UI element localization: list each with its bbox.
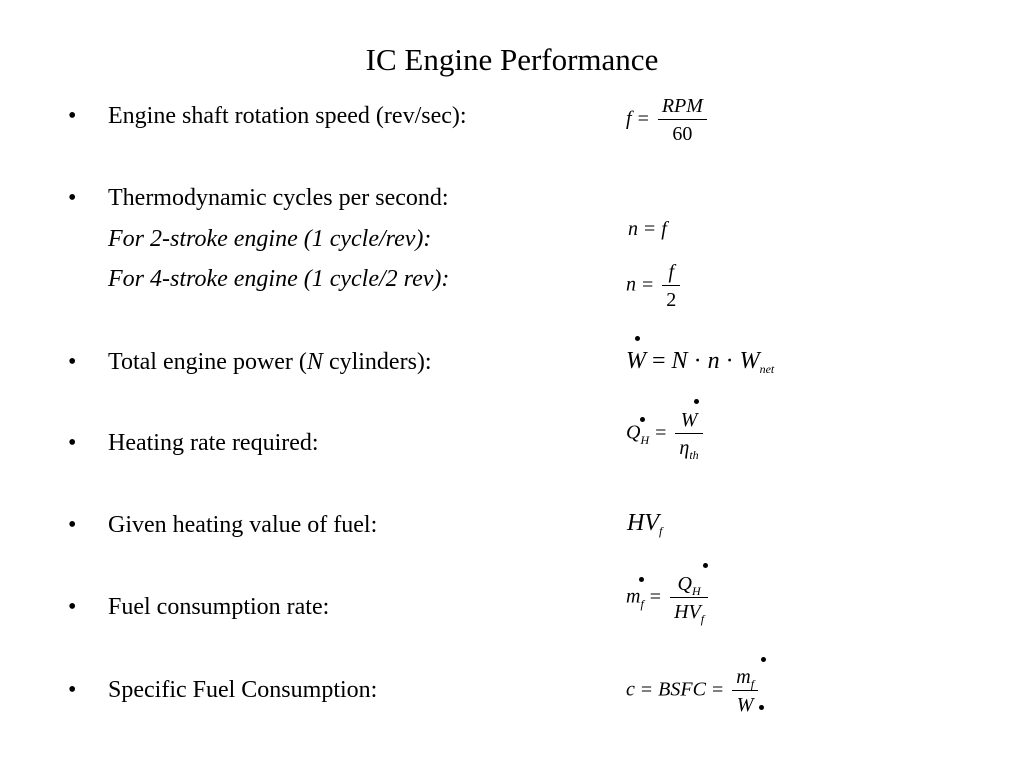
eq-subscript: H	[691, 584, 701, 598]
eq-cycles: n	[707, 348, 720, 374]
eq-denominator: 60	[658, 119, 707, 144]
bullet-icon: •	[68, 185, 77, 211]
eq-denominator: W	[732, 690, 758, 715]
slide-title: IC Engine Performance	[365, 42, 659, 77]
bullet-item-heating-value	[68, 512, 377, 539]
equation-total-power	[626, 348, 775, 376]
dot-icon	[635, 336, 640, 341]
bullet-icon: •	[68, 349, 77, 375]
item-label: Given heating value of fuel:	[108, 512, 378, 538]
equation-frequency	[626, 96, 710, 144]
eq-numerator	[670, 574, 708, 597]
item-label: Heating rate required:	[108, 430, 319, 456]
fraction	[675, 409, 702, 462]
item-label: Engine shaft rotation speed (rev/sec):	[108, 103, 467, 129]
eq-lhs: n	[626, 273, 636, 296]
bullet-icon: •	[68, 677, 77, 703]
subitem-four-stroke: For 4-stroke engine (1 cycle/2 rev):	[108, 266, 450, 292]
eq-work: W	[739, 348, 760, 374]
eq-subscript: net	[759, 362, 775, 376]
eq-subscript: H	[640, 432, 650, 447]
dot-icon	[703, 563, 708, 568]
fraction	[732, 667, 758, 715]
eta-symbol: η	[679, 437, 690, 459]
eq-subscript: f	[659, 524, 663, 538]
bullet-icon: •	[68, 512, 77, 538]
eq-equals: =	[637, 107, 649, 130]
eq-numerator: f	[668, 261, 675, 283]
bullet-item-heating-rate	[68, 430, 319, 457]
eq-lhs: n	[628, 218, 638, 240]
dot-icon	[761, 657, 766, 662]
equation-heating-rate	[626, 409, 706, 462]
eq-rhs: f	[661, 218, 667, 240]
eq-numerator	[732, 667, 758, 690]
equation-two-stroke	[628, 219, 667, 239]
equation-heating-value	[627, 510, 663, 538]
eq-subscript: f	[750, 677, 755, 691]
fraction	[662, 262, 680, 310]
item-label-var: N	[306, 349, 323, 375]
bullet-item-total-power	[68, 349, 432, 376]
dot-icon	[694, 399, 699, 404]
eq-denominator	[675, 433, 702, 462]
equation-sfc	[626, 667, 761, 715]
eq-equals: =	[644, 218, 656, 240]
eq-subscript: f	[700, 612, 705, 626]
eq-lhs: Q	[626, 421, 641, 444]
eq-denominator	[670, 597, 708, 626]
item-label: Thermodynamic cycles per second:	[108, 185, 449, 211]
bullet-icon: •	[68, 430, 77, 456]
eq-m: m	[736, 666, 751, 688]
equation-four-stroke	[626, 262, 683, 310]
eq-equals: =	[640, 678, 653, 701]
eq-hv: HV	[674, 601, 701, 623]
eq-equals: =	[655, 421, 667, 444]
eq-cylinders: N	[671, 348, 688, 374]
bullet-icon: •	[68, 103, 77, 129]
eq-lhs: W	[626, 348, 646, 374]
eq-lhs: c	[626, 678, 635, 701]
eq-lhs: HV	[627, 510, 659, 536]
bullet-item-fuel-rate	[68, 594, 329, 621]
eq-q: Q	[677, 573, 692, 595]
item-label-pre: Total engine power (	[108, 349, 307, 375]
bullet-item-cycles	[68, 185, 449, 212]
eq-lhs: m	[626, 585, 641, 608]
item-label: Specific Fuel Consumption:	[108, 677, 378, 703]
eq-bsfc: BSFC	[658, 678, 706, 701]
eq-equals: =	[711, 678, 724, 701]
eq-numerator: RPM	[661, 95, 703, 117]
subitem-two-stroke: For 2-stroke engine (1 cycle/rev):	[108, 226, 432, 252]
eq-subscript: f	[640, 596, 644, 611]
eq-equals: =	[652, 348, 666, 374]
item-label: Fuel consumption rate:	[108, 594, 330, 620]
bullet-icon: •	[68, 594, 77, 620]
eq-cdot: ·	[725, 348, 734, 374]
eq-cdot: ·	[693, 348, 702, 374]
eq-subscript: th	[689, 448, 699, 462]
fraction	[670, 573, 708, 626]
item-label-post: cylinders):	[322, 349, 432, 375]
eq-lhs: f	[626, 107, 632, 130]
eq-equals: =	[649, 585, 662, 608]
fraction	[658, 96, 707, 144]
eq-equals: =	[642, 273, 654, 296]
eq-denominator: 2	[662, 285, 680, 310]
bullet-item-sfc	[68, 677, 377, 704]
eq-numerator: W	[680, 409, 698, 431]
equation-fuel-rate	[626, 573, 711, 626]
bullet-item-shaft-speed	[68, 103, 467, 130]
